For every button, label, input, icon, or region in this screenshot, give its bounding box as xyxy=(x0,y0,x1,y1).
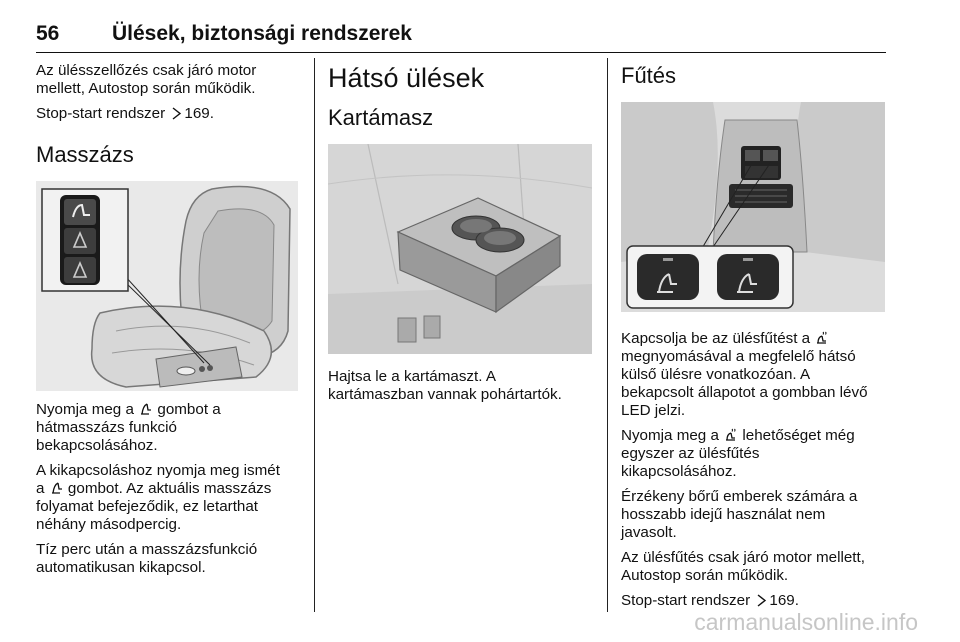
text-line: mellett, Autostop során működik. xyxy=(36,80,256,97)
text-line: hátmasszázs funkció xyxy=(36,419,177,436)
rear-seats-heading: Hátsó ülések xyxy=(328,63,485,93)
text-line: Érzékeny bőrű emberek számára a xyxy=(621,488,858,505)
heating-paragraph-3 xyxy=(621,488,889,542)
massage-paragraph-3 xyxy=(36,541,306,577)
text-segment: gombot. Az aktuális masszázs xyxy=(67,480,272,497)
column-divider-1 xyxy=(314,58,315,612)
seat-heating-icon xyxy=(814,331,829,345)
page-number: 56 xyxy=(36,22,60,45)
reference-arrow-icon xyxy=(756,594,767,607)
stopstart-text: Stop-start rendszer xyxy=(621,592,751,609)
text-segment: Nyomja meg a xyxy=(36,401,134,418)
massage-heading: Masszázs xyxy=(36,142,134,167)
column-2 xyxy=(328,62,594,411)
stopstart-reference xyxy=(621,592,889,610)
reference-arrow-icon xyxy=(171,107,182,120)
text-line: kartámaszban vannak pohártartók. xyxy=(328,386,562,403)
text-line: kikapcsolásához. xyxy=(621,463,737,480)
watermark: carmanualsonline.info xyxy=(694,609,918,635)
text-line: folyamat befejeződik, ez letarthat xyxy=(36,498,259,515)
ventilation-note xyxy=(36,62,306,98)
massage-paragraph-2 xyxy=(36,462,306,534)
page-reference-link[interactable]: 169. xyxy=(184,105,214,122)
page-title: Ülések, biztonsági rendszerek xyxy=(112,22,412,45)
text-line: Hajtsa le a kartámaszt. A xyxy=(328,368,496,385)
text-line: külső ülésre vonatkozóan. A xyxy=(621,366,811,383)
page-reference-link[interactable]: 169. xyxy=(769,592,799,609)
seat-heating-icon xyxy=(723,428,738,442)
stopstart-text: Stop-start rendszer xyxy=(36,105,166,122)
heating-paragraph-1 xyxy=(621,330,889,420)
column-3 xyxy=(621,62,889,617)
text-segment: gombot a xyxy=(157,401,221,418)
text-segment: Kapcsolja be az ülésfűtést a xyxy=(621,330,811,347)
text-line: A kikapcsoláshoz nyomja meg ismét xyxy=(36,462,280,479)
seat-heating-figure xyxy=(621,102,885,312)
seat-massage-icon xyxy=(138,402,153,416)
text-line: javasolt. xyxy=(621,524,677,541)
heating-paragraph-4 xyxy=(621,549,889,585)
text-line: megnyomásával a megfelelő hátsó xyxy=(621,348,856,365)
armrest-figure xyxy=(328,144,592,354)
text-line: Autostop során működik. xyxy=(621,567,789,584)
text-segment: a xyxy=(36,480,45,497)
column-divider-2 xyxy=(607,58,608,612)
text-segment: lehetőséget még xyxy=(742,427,855,444)
text-line: néhány másodpercig. xyxy=(36,516,182,533)
text-line: Az ülésfűtés csak járó motor mellett, xyxy=(621,549,865,566)
text-line: Az ülésszellőzés csak járó motor xyxy=(36,62,257,79)
text-line: Tíz perc után a masszázsfunkció xyxy=(36,541,258,558)
stopstart-reference xyxy=(36,105,306,123)
text-line: hosszabb idejű használat nem xyxy=(621,506,826,523)
armrest-paragraph xyxy=(328,368,594,404)
seat-massage-icon xyxy=(49,481,64,495)
massage-seat-figure xyxy=(36,181,298,391)
text-line: egyszer az ülésfűtés xyxy=(621,445,760,462)
heating-paragraph-2 xyxy=(621,427,889,481)
text-line: LED jelzi. xyxy=(621,402,686,419)
heating-heading: Fűtés xyxy=(621,63,677,88)
column-1 xyxy=(36,62,306,584)
armrest-heading: Kartámasz xyxy=(328,105,434,130)
page-header xyxy=(36,22,886,53)
text-line: automatikusan kikapcsol. xyxy=(36,559,206,576)
text-segment: Nyomja meg a xyxy=(621,427,719,444)
text-line: bekapcsolásához. xyxy=(36,437,158,454)
massage-paragraph-1 xyxy=(36,401,306,455)
text-line: bekapcsolt állapotot a gombban lévő xyxy=(621,384,868,401)
